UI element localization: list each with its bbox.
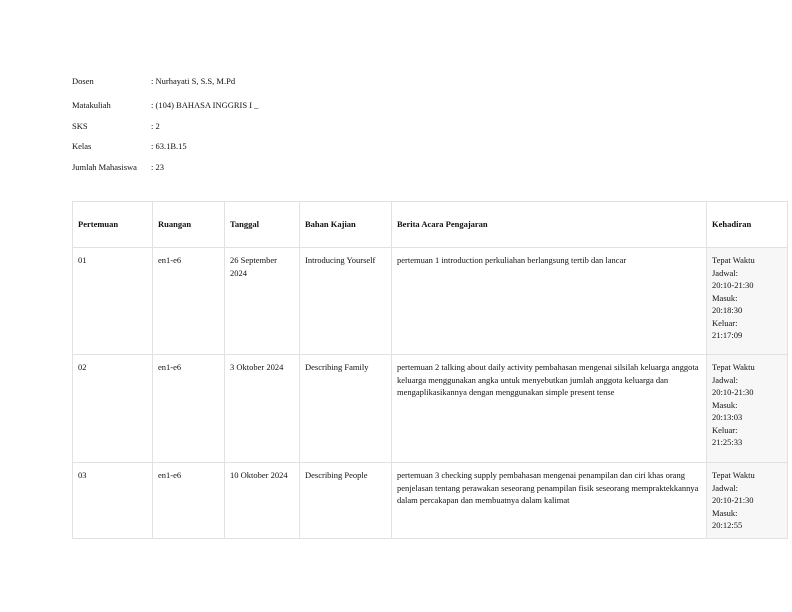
table-row <box>73 248 788 355</box>
header-ruangan: Ruangan <box>153 202 225 248</box>
header-pertemuan: Pertemuan <box>73 202 153 248</box>
header-bahan-kajian: Bahan Kajian <box>300 202 392 248</box>
kehadiran-masuk-value: 20:18:30 <box>712 305 743 315</box>
matakuliah-value: : (104) BAHASA INGGRIS I _ <box>151 100 259 110</box>
cell-berita-acara: pertemuan 1 introduction perkuliahan berlangsung tertib dan lancar <box>392 248 707 355</box>
kehadiran-status: Tepat Waktu <box>712 470 755 480</box>
cell-bahan-kajian: Describing People <box>300 463 392 539</box>
cell-kehadiran <box>707 463 788 539</box>
kehadiran-status: Tepat Waktu <box>712 362 755 372</box>
table-row <box>73 463 788 539</box>
matakuliah-label: Matakuliah <box>72 100 111 110</box>
dosen-value: : Nurhayati S, S.S, M.Pd <box>151 76 236 86</box>
kehadiran-keluar-value: 21:25:33 <box>712 437 743 447</box>
kehadiran-masuk-label: Masuk: <box>712 292 738 303</box>
jumlah-mahasiswa-label: Jumlah Mahasiswa <box>72 162 137 172</box>
kehadiran-jadwal-label: Jadwal: <box>712 482 738 493</box>
kehadiran-jadwal-value: 20:10-21:30 <box>712 280 754 290</box>
cell-berita-acara: pertemuan 2 talking about daily activity pembahasan mengenai silsilah keluarga anggota keluarga menggunakan angka untuk menyebutkan jumlah anggota keluarga dan mengaplikasikannya dengan menggunakan simple present tense <box>392 355 707 463</box>
attendance-table <box>72 201 788 539</box>
kehadiran-keluar-label: Keluar: <box>712 317 738 328</box>
header-berita-acara: Berita Acara Pengajaran <box>392 202 707 248</box>
cell-pertemuan: 03 <box>73 463 153 539</box>
kehadiran-masuk-value: 20:12:55 <box>712 520 743 530</box>
kehadiran-masuk-value: 20:13:03 <box>712 412 743 422</box>
cell-ruangan: en1-e6 <box>153 248 225 355</box>
cell-tanggal: 26 September 2024 <box>225 248 300 355</box>
kehadiran-jadwal-label: Jadwal: <box>712 374 738 385</box>
cell-berita-acara: pertemuan 3 checking supply pembahasan mengenai penampilan dan ciri khas orang penjelasan tentang perawakan seseorang penampilan fisik seseorang mempraktekkannya dalam percakapan dan membuatnya dalam kalimat <box>392 463 707 539</box>
cell-kehadiran <box>707 248 788 355</box>
cell-pertemuan: 02 <box>73 355 153 463</box>
header-kehadiran: Kehadiran <box>707 202 788 248</box>
cell-kehadiran <box>707 355 788 463</box>
kehadiran-jadwal-label: Jadwal: <box>712 267 738 278</box>
sks-value: : 2 <box>151 121 160 131</box>
kelas-label: Kelas <box>72 141 92 151</box>
jumlah-mahasiswa-value: : 23 <box>151 162 164 172</box>
sks-label: SKS <box>72 121 88 131</box>
cell-bahan-kajian: Describing Family <box>300 355 392 463</box>
kehadiran-jadwal-value: 20:10-21:30 <box>712 387 754 397</box>
dosen-label: Dosen <box>72 76 94 86</box>
kehadiran-masuk-label: Masuk: <box>712 399 738 410</box>
cell-ruangan: en1-e6 <box>153 463 225 539</box>
kehadiran-jadwal-value: 20:10-21:30 <box>712 495 754 505</box>
cell-bahan-kajian: Introducing Yourself <box>300 248 392 355</box>
kehadiran-keluar-value: 21:17:09 <box>712 330 743 340</box>
cell-tanggal: 10 Oktober 2024 <box>225 463 300 539</box>
table-header-row <box>73 202 788 248</box>
table-row <box>73 355 788 463</box>
kehadiran-status: Tepat Waktu <box>712 255 755 265</box>
kehadiran-keluar-label: Keluar: <box>712 424 738 435</box>
cell-ruangan: en1-e6 <box>153 355 225 463</box>
header-tanggal: Tanggal <box>225 202 300 248</box>
cell-tanggal: 3 Oktober 2024 <box>225 355 300 463</box>
cell-pertemuan: 01 <box>73 248 153 355</box>
kelas-value: : 63.1B.15 <box>151 141 187 151</box>
kehadiran-masuk-label: Masuk: <box>712 507 738 518</box>
